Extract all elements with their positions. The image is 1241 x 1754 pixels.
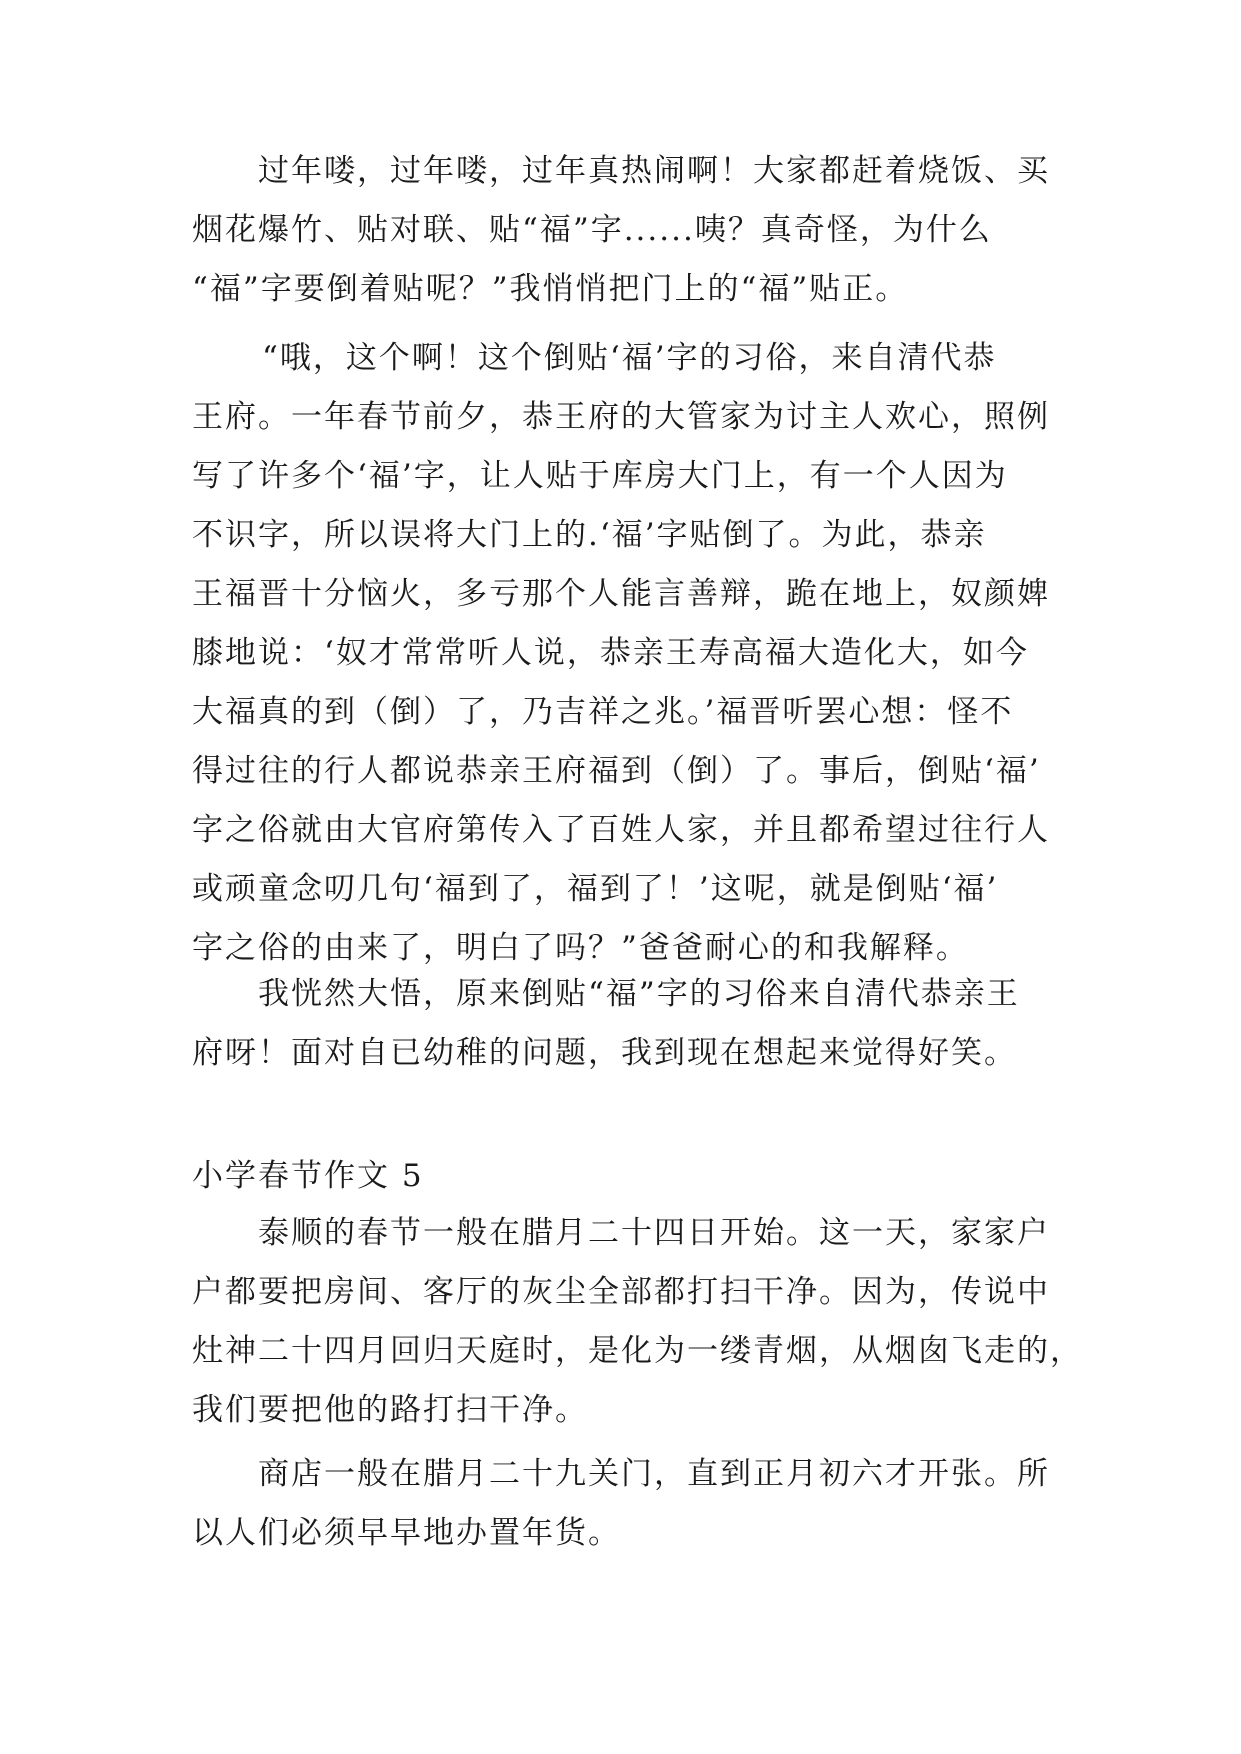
text-line: 王府。一年春节前夕，恭王府的大管家为讨主人欢心，照例 [192, 399, 1050, 435]
text-line: 商店一般在腊月二十九关门，直到正月初六才开张。所 [258, 1456, 1050, 1492]
text-line: 我恍然大悟，原来倒贴“福”字的习俗来自清代恭亲王 [258, 976, 1020, 1012]
section-title: 小学春节作文 5 [192, 1158, 424, 1194]
text-line: 泰顺的春节一般在腊月二十四日开始。这一天，家家户 [258, 1215, 1050, 1251]
section-heading [192, 1147, 1052, 1206]
text-line: 我们要把他的路打扫干净。 [192, 1392, 588, 1428]
paragraph-4 [192, 1204, 1083, 1440]
text-line: “福”字要倒着贴呢？”我悄悄把门上的“福”贴正。 [192, 271, 909, 307]
text-line: 过年喽，过年喽，过年真热闹啊！大家都赶着烧饭、买 [258, 153, 1050, 189]
text-line: 得过往的行人都说恭亲王府福到（倒）了。事后，倒贴‘福’ [192, 753, 1041, 789]
text-line: 膝地说：‘奴才常常听人说，恭亲王寿高福大造化大，如今 [192, 635, 1029, 671]
text-line: 王福晋十分恼火，多亏那个人能言善辩，跪在地上，奴颜婢 [192, 576, 1050, 612]
text-line: 写了许多个‘福’字，让人贴于库房大门上，有一个人因为 [192, 458, 1008, 494]
text-line: 或顽童念叨几句‘福到了，福到了！’这呢，就是倒贴‘福’ [192, 871, 999, 907]
text-line: 字之俗的由来了，明白了吗？”爸爸耐心的和我解释。 [192, 930, 969, 966]
text-line: 府呀！面对自已幼稚的问题，我到现在想起来觉得好笑。 [192, 1035, 1017, 1071]
text-line: 以人们必须早早地办置年货。 [192, 1515, 621, 1551]
paragraph-3 [192, 965, 1052, 1083]
text-line: 字之俗就由大官府第传入了百姓人家，并且都希望过往行人 [192, 812, 1050, 848]
paragraph-1 [192, 142, 1052, 319]
text-line: “哦，这个啊！这个倒贴‘福’字的习俗，来自清代恭 [262, 340, 997, 376]
text-line: 户都要把房间、客厅的灰尘全部都打扫干净。因为，传说中 [192, 1274, 1050, 1310]
paragraph-5 [192, 1445, 1052, 1563]
text-line: 烟花爆竹、贴对联、贴“福”字......咦？真奇怪，为什么 [192, 212, 992, 248]
text-line: 灶神二十四月回归天庭时，是化为一缕青烟，从烟囱飞走的， [192, 1333, 1083, 1369]
paragraph-2 [192, 329, 1052, 978]
text-line: 不识字，所以误将大门上的.‘福’字贴倒了。为此，恭亲 [192, 517, 987, 553]
text-line: 大福真的到（倒）了，乃吉祥之兆。’福晋听罢心想：怪不 [192, 694, 1014, 730]
